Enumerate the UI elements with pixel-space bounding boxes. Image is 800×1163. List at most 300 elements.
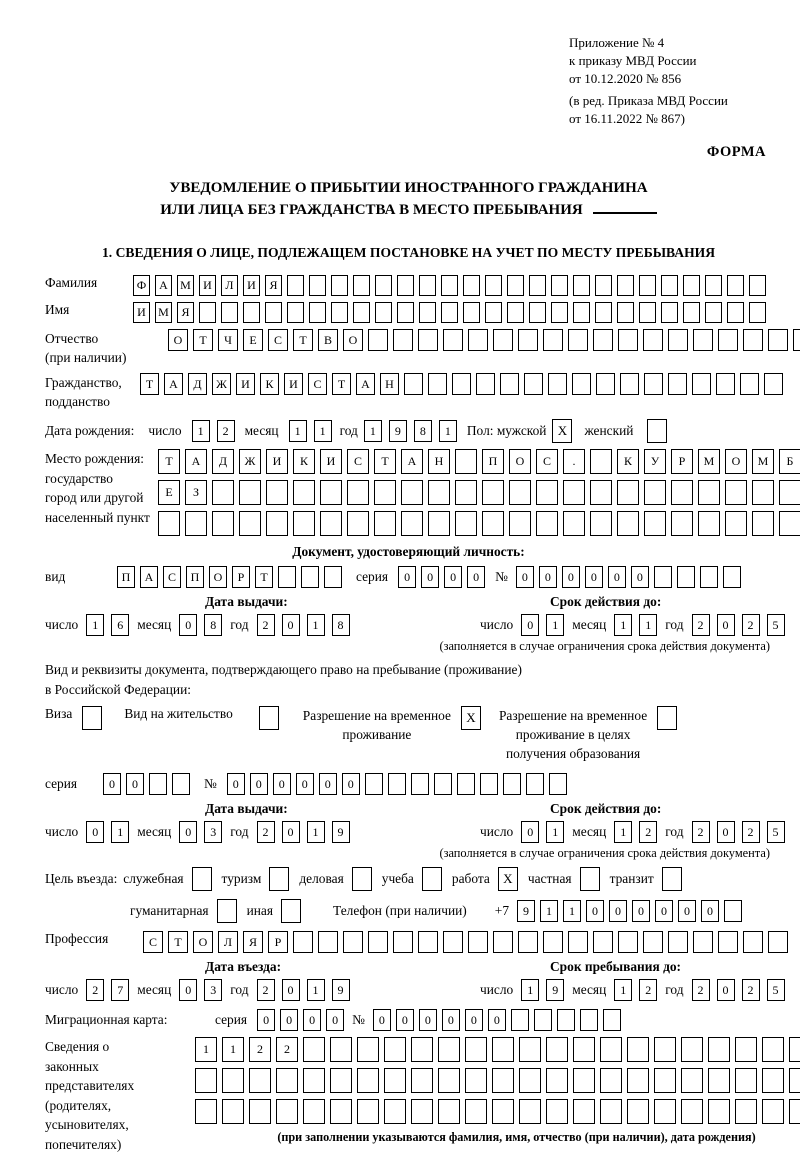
purpose-transit-checkbox: [662, 867, 682, 891]
representatives-block: [45, 1037, 772, 1154]
form-cell: 2: [742, 614, 760, 636]
form-cell: 0: [319, 773, 337, 795]
form-cell: [617, 275, 634, 296]
purpose-official-label: служебная: [123, 871, 184, 886]
form-cell: [654, 566, 672, 588]
rvp-checkbox: X: [461, 706, 481, 730]
id-valid-month-cells: [614, 614, 657, 636]
form-cell: [293, 480, 315, 505]
form-cell: 0: [585, 566, 603, 588]
representatives-caption: (при заполнении указываются фамилия, имя, отчество (при наличии), дата рождения): [277, 1130, 756, 1144]
form-cell: [727, 275, 744, 296]
form-cell: [573, 302, 590, 323]
form-cell: [482, 511, 504, 536]
form-cell: 2: [692, 979, 710, 1001]
form-cell: 0: [419, 1009, 437, 1031]
form-cell: [374, 511, 396, 536]
form-cell: [303, 1037, 325, 1062]
form-cell: [463, 302, 480, 323]
form-cell: [752, 480, 774, 505]
form-cell: [480, 773, 498, 795]
form-cell: [627, 1068, 649, 1093]
form-cell: Л: [218, 931, 238, 953]
form-cell: [620, 373, 639, 395]
visa-label: Виза: [45, 706, 73, 721]
form-cell: [443, 329, 463, 351]
form-cell: 0: [521, 821, 539, 843]
form-cell: [375, 275, 392, 296]
form-cell: [401, 480, 423, 505]
form-cell: К: [293, 449, 315, 474]
form-cell: [419, 275, 436, 296]
form-cell: 0: [488, 1009, 506, 1031]
form-cell: [618, 931, 638, 953]
appendix-line: к приказу МВД России: [569, 53, 697, 68]
form-cell: [222, 1068, 244, 1093]
sex-male-checkbox: X: [552, 419, 572, 443]
day-label: число: [45, 824, 79, 839]
form-cell: 0: [296, 773, 314, 795]
form-cell: [671, 480, 693, 505]
birthplace-cells-row2: [158, 480, 800, 505]
phone-label: Телефон (при наличии): [333, 903, 467, 918]
form-cell: [764, 373, 783, 395]
form-cell: 0: [609, 900, 627, 922]
form-cell: 6: [111, 614, 129, 636]
form-cell: [195, 1068, 217, 1093]
stay-doc-series-row: [45, 773, 772, 795]
form-cell: Ж: [212, 373, 231, 395]
stay-doc-dates: [45, 801, 779, 843]
form-cell: П: [186, 566, 204, 588]
form-cell: 1: [222, 1037, 244, 1062]
form-cell: 2: [276, 1037, 298, 1062]
form-cell: [595, 275, 612, 296]
form-cell: К: [617, 449, 639, 474]
form-cell: [507, 275, 524, 296]
form-cell: [212, 480, 234, 505]
form-cell: [343, 931, 363, 953]
form-cell: [723, 566, 741, 588]
visa-checkbox: [82, 706, 102, 730]
stay-until-day-cells: [521, 979, 564, 1001]
form-cell: 0: [227, 773, 245, 795]
form-cell: 1: [563, 900, 581, 922]
form-cell: [705, 275, 722, 296]
form-cell: М: [155, 302, 172, 323]
form-cell: [509, 480, 531, 505]
form-cell: [789, 1068, 800, 1093]
day-label: число: [45, 982, 79, 997]
purpose-label: Цель въезда:: [45, 871, 118, 886]
form-cell: [365, 773, 383, 795]
form-cell: 0: [717, 614, 735, 636]
form-cell: 1: [307, 821, 325, 843]
given-name-cells: [133, 302, 766, 323]
form-cell: 2: [692, 821, 710, 843]
form-cell: [519, 1068, 541, 1093]
form-cell: [347, 480, 369, 505]
series-label: серия: [215, 1012, 248, 1027]
form-cell: 2: [742, 821, 760, 843]
form-cell: [303, 1099, 325, 1124]
form-cell: [639, 302, 656, 323]
form-cell: 0: [421, 566, 439, 588]
form-cell: [546, 1037, 568, 1062]
form-cell: [617, 480, 639, 505]
issue-date-header: Дата выдачи:: [205, 801, 288, 816]
form-cell: 0: [273, 773, 291, 795]
form-cell: 1: [546, 821, 564, 843]
form-cell: [740, 373, 759, 395]
form-cell: [749, 275, 766, 296]
form-cell: [677, 566, 695, 588]
form-cell: [411, 1037, 433, 1062]
form-cell: 0: [516, 566, 534, 588]
form-cell: [287, 302, 304, 323]
form-cell: 0: [632, 900, 650, 922]
form-cell: [428, 480, 450, 505]
form-cell: 0: [126, 773, 144, 795]
sex-label: Пол: мужской: [466, 423, 547, 438]
month-label: месяц: [137, 824, 172, 839]
form-cell: Н: [380, 373, 399, 395]
form-cell: [557, 1009, 575, 1031]
entry-month-cells: [179, 979, 222, 1001]
form-cell: Р: [232, 566, 250, 588]
form-cell: 1: [614, 614, 632, 636]
form-cell: [573, 275, 590, 296]
birthplace-label: Место рождения: государство город или другой населенный пункт: [45, 451, 150, 525]
form-cell: С: [308, 373, 327, 395]
year-label: год: [230, 982, 249, 997]
form-cell: 1: [195, 1037, 217, 1062]
form-cell: [368, 329, 388, 351]
form-cell: [278, 566, 296, 588]
form-cell: [503, 773, 521, 795]
birth-date-label: Дата рождения:: [45, 423, 135, 438]
form-cell: [644, 373, 663, 395]
issue-date-header: Дата выдачи:: [205, 594, 288, 609]
day-label: число: [45, 617, 79, 632]
form-cell: [596, 373, 615, 395]
form-cell: [468, 329, 488, 351]
form-cell: [249, 1099, 271, 1124]
migration-card-row: [45, 1009, 772, 1031]
form-cell: [543, 329, 563, 351]
form-cell: [708, 1099, 730, 1124]
form-cell: [700, 566, 718, 588]
form-cell: [573, 1099, 595, 1124]
form-cell: [698, 511, 720, 536]
appendix-edit-note: от 16.11.2022 № 867): [569, 111, 686, 126]
form-cell: [388, 773, 406, 795]
birth-date-row: [45, 419, 772, 443]
form-cell: 3: [204, 821, 222, 843]
doc-type-label: вид: [45, 569, 66, 584]
sex-female-checkbox: [647, 419, 667, 443]
form-cell: 0: [303, 1009, 321, 1031]
form-cell: У: [644, 449, 666, 474]
form-cell: Т: [374, 449, 396, 474]
form-cell: [600, 1068, 622, 1093]
form-cell: [465, 1068, 487, 1093]
form-cell: [443, 931, 463, 953]
form-cell: 0: [586, 900, 604, 922]
form-cell: 0: [280, 1009, 298, 1031]
purpose-private-checkbox: [580, 867, 600, 891]
form-cell: 0: [86, 821, 104, 843]
form-cell: Т: [158, 449, 180, 474]
form-cell: И: [199, 275, 216, 296]
form-cell: Е: [158, 480, 180, 505]
form-cell: [661, 275, 678, 296]
form-cell: Т: [140, 373, 159, 395]
form-cell: О: [193, 931, 213, 953]
form-cell: [243, 302, 260, 323]
year-label: год: [665, 617, 684, 632]
year-label: год: [339, 423, 358, 438]
stay-valid-day-cells: [521, 821, 564, 843]
form-cell: А: [401, 449, 423, 474]
form-cell: И: [284, 373, 303, 395]
form-cell: [573, 1068, 595, 1093]
validity-note: (заполняется в случае ограничения срока действия документа): [439, 639, 770, 653]
form-cell: П: [117, 566, 135, 588]
id-issue-day-cells: [86, 614, 129, 636]
form-cell: Ч: [218, 329, 238, 351]
form-cell: 0: [373, 1009, 391, 1031]
representatives-label: Сведения о законных представителях (родителях, усыновителях, попечителях): [45, 1039, 135, 1152]
form-cell: [330, 1037, 352, 1062]
form-cell: С: [143, 931, 163, 953]
form-cell: [221, 302, 238, 323]
id-document-row: [45, 566, 772, 588]
form-cell: С: [163, 566, 181, 588]
form-cell: 1: [639, 614, 657, 636]
form-cell: [493, 329, 513, 351]
form-cell: [735, 1037, 757, 1062]
form-cell: 8: [204, 614, 222, 636]
appendix-reference-block: [569, 34, 764, 128]
form-cell: 0: [398, 566, 416, 588]
form-cell: Р: [671, 449, 693, 474]
form-cell: [249, 1068, 271, 1093]
form-cell: [438, 1068, 460, 1093]
form-cell: [668, 373, 687, 395]
form-cell: [563, 511, 585, 536]
form-cell: [418, 931, 438, 953]
form-cell: 0: [717, 821, 735, 843]
form-cell: Н: [428, 449, 450, 474]
form-cell: И: [266, 449, 288, 474]
entry-day-cells: [86, 979, 129, 1001]
year-label: год: [230, 617, 249, 632]
visa-option: [45, 706, 102, 730]
form-cell: [595, 302, 612, 323]
purpose-work-checkbox: X: [498, 867, 518, 891]
form-cell: [590, 449, 612, 474]
form-cell: [762, 1099, 784, 1124]
series-label: серия: [356, 569, 389, 584]
form-cell: [572, 373, 591, 395]
form-cell: [493, 931, 513, 953]
stay-valid-month-cells: [614, 821, 657, 843]
form-cell: [492, 1068, 514, 1093]
form-cell: А: [185, 449, 207, 474]
form-cell: [485, 302, 502, 323]
form-cell: 0: [250, 773, 268, 795]
residence-permit-checkbox: [259, 706, 279, 730]
form-cell: 1: [289, 420, 307, 442]
section1-heading: 1. СВЕДЕНИЯ О ЛИЦЕ, ПОДЛЕЖАЩЕМ ПОСТАНОВКЕ НА УЧЕТ ПО МЕСТУ ПРЕБЫВАНИЯ: [101, 245, 716, 260]
form-cell: [318, 931, 338, 953]
form-cell: [265, 302, 282, 323]
form-cell: [519, 1099, 541, 1124]
rvp-education-option: [499, 706, 677, 763]
form-cell: [727, 302, 744, 323]
form-cell: [309, 302, 326, 323]
form-cell: [293, 511, 315, 536]
migration-card-label: Миграционная карта:: [45, 1012, 168, 1027]
form-cell: [768, 931, 788, 953]
form-cell: [768, 329, 788, 351]
form-cell: [536, 480, 558, 505]
form-cell: [551, 302, 568, 323]
form-cell: [438, 1099, 460, 1124]
form-cell: [476, 373, 495, 395]
form-cell: 2: [639, 979, 657, 1001]
form-cell: К: [260, 373, 279, 395]
form-cell: [301, 566, 319, 588]
form-cell: [548, 373, 567, 395]
form-cell: 9: [546, 979, 564, 1001]
doc-number-cells: [516, 566, 741, 588]
form-cell: [441, 275, 458, 296]
form-cell: [789, 1099, 800, 1124]
form-cell: [266, 511, 288, 536]
form-cell: [393, 329, 413, 351]
purpose-business-label: деловая: [299, 871, 344, 886]
form-cell: [438, 1037, 460, 1062]
form-cell: 0: [701, 900, 719, 922]
patronymic-label: Отчество (при наличии): [45, 331, 127, 365]
form-cell: 0: [444, 566, 462, 588]
number-label: №: [495, 569, 508, 584]
form-cell: 0: [282, 979, 300, 1001]
form-cell: [618, 329, 638, 351]
form-cell: [580, 1009, 598, 1031]
form-cell: [718, 931, 738, 953]
form-cell: 0: [467, 566, 485, 588]
form-cell: [681, 1068, 703, 1093]
form-cell: [384, 1068, 406, 1093]
form-cell: [549, 773, 567, 795]
valid-until-header: Срок действия до:: [550, 801, 662, 816]
form-cell: [590, 480, 612, 505]
form-cell: [705, 302, 722, 323]
title-blank-underline: [593, 200, 657, 214]
form-cell: Б: [779, 449, 800, 474]
form-cell: Л: [221, 275, 238, 296]
form-cell: Д: [212, 449, 234, 474]
form-cell: [331, 275, 348, 296]
form-cell: [546, 1068, 568, 1093]
form-cell: [428, 373, 447, 395]
form-cell: [536, 511, 558, 536]
form-cell: [465, 1037, 487, 1062]
citizenship-row: [45, 373, 772, 411]
form-cell: С: [268, 329, 288, 351]
form-cell: 5: [767, 979, 785, 1001]
form-cell: И: [133, 302, 150, 323]
entry-purpose-row2: [130, 899, 772, 923]
profession-row: [45, 931, 772, 953]
form-cell: [434, 773, 452, 795]
form-cell: [303, 1068, 325, 1093]
form-cell: [276, 1068, 298, 1093]
form-cell: [627, 1037, 649, 1062]
form-cell: И: [243, 275, 260, 296]
form-cell: Т: [293, 329, 313, 351]
form-cell: [529, 275, 546, 296]
stay-valid-year-cells: [692, 821, 785, 843]
form-cell: 0: [631, 566, 649, 588]
form-cell: [590, 511, 612, 536]
form-cell: [441, 302, 458, 323]
id-issue-year-cells: [257, 614, 350, 636]
profession-label: Профессия: [45, 931, 109, 946]
form-cell: [735, 1068, 757, 1093]
form-cell: [411, 773, 429, 795]
day-label: число: [480, 824, 514, 839]
form-cell: [654, 1068, 676, 1093]
form-cell: [600, 1037, 622, 1062]
form-cell: [411, 1099, 433, 1124]
form-cell: 0: [179, 614, 197, 636]
forma-label: ФОРМА: [706, 144, 766, 160]
stay-doc-type-row: [45, 706, 772, 763]
form-cell: Т: [255, 566, 273, 588]
birth-day-cells: [192, 420, 235, 442]
form-cell: 0: [465, 1009, 483, 1031]
form-cell: [357, 1037, 379, 1062]
form-title: [45, 177, 772, 221]
profession-cells: [143, 931, 788, 953]
form-cell: 2: [257, 821, 275, 843]
form-cell: А: [356, 373, 375, 395]
form-cell: 0: [521, 614, 539, 636]
form-cell: 9: [517, 900, 535, 922]
form-cell: [698, 480, 720, 505]
form-cell: [529, 302, 546, 323]
form-cell: [353, 302, 370, 323]
form-cell: О: [168, 329, 188, 351]
form-cell: 1: [111, 821, 129, 843]
form-cell: [518, 329, 538, 351]
form-cell: [692, 373, 711, 395]
form-cell: [276, 1099, 298, 1124]
form-cell: [465, 1099, 487, 1124]
form-cell: 1: [614, 821, 632, 843]
form-cell: [543, 931, 563, 953]
form-cell: [239, 480, 261, 505]
form-cell: [568, 329, 588, 351]
representatives-cells-block: [195, 1037, 800, 1154]
form-cell: З: [185, 480, 207, 505]
given-name-row: [45, 302, 772, 323]
number-label: №: [204, 776, 217, 791]
